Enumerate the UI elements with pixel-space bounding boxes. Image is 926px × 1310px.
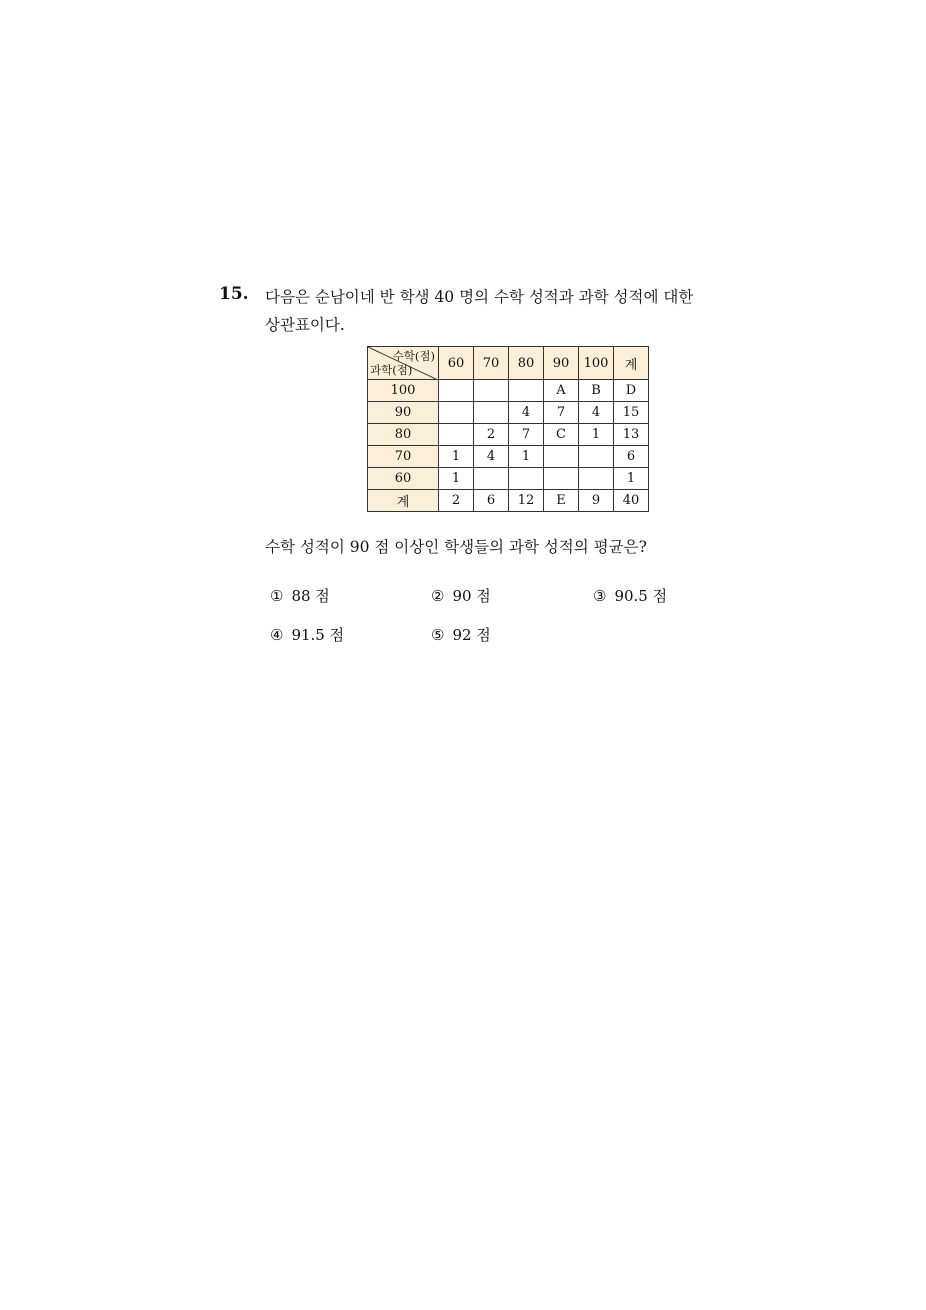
row-header: 80 <box>368 424 439 446</box>
table-cell <box>439 424 474 446</box>
corner-cell <box>368 347 439 380</box>
question-line-2: 상관표이다. <box>265 316 345 334</box>
table-cell <box>474 468 509 490</box>
table-row <box>368 446 649 468</box>
choice-4[interactable] <box>270 624 344 645</box>
choice-marker: ③ <box>593 587 607 605</box>
table-cell <box>544 446 579 468</box>
table-cell: 12 <box>509 490 544 512</box>
question-line-1: 다음은 순남이네 반 학생 40 명의 수학 성적과 과학 성적에 대한 <box>265 288 694 306</box>
table-row <box>368 402 649 424</box>
table-cell: D <box>614 380 649 402</box>
table-cell: 2 <box>439 490 474 512</box>
table-cell: 40 <box>614 490 649 512</box>
table-cell: A <box>544 380 579 402</box>
choice-text: 92 점 <box>452 626 491 644</box>
table-cell <box>474 380 509 402</box>
table-cell: 1 <box>579 424 614 446</box>
table-cell: 4 <box>474 446 509 468</box>
table-cell <box>544 468 579 490</box>
choice-1[interactable] <box>270 585 330 606</box>
row-header: 70 <box>368 446 439 468</box>
table-cell: B <box>579 380 614 402</box>
choice-3[interactable] <box>593 585 667 606</box>
column-header: 90 <box>544 347 579 380</box>
question-text <box>265 283 705 339</box>
table-cell <box>579 446 614 468</box>
table-cell: 1 <box>439 446 474 468</box>
table-cell: 6 <box>474 490 509 512</box>
table-cell: E <box>544 490 579 512</box>
table-cell <box>509 468 544 490</box>
choice-marker: ⑤ <box>431 626 445 644</box>
table-cell <box>439 402 474 424</box>
table-row <box>368 424 649 446</box>
choice-marker: ② <box>431 587 445 605</box>
row-header: 90 <box>368 402 439 424</box>
row-header: 계 <box>368 490 439 512</box>
choice-text: 90.5 점 <box>614 587 668 605</box>
table-cell: 1 <box>509 446 544 468</box>
table-cell <box>579 468 614 490</box>
question-number: 15. <box>219 284 249 304</box>
row-header: 100 <box>368 380 439 402</box>
table-cell: 13 <box>614 424 649 446</box>
table-cell: 4 <box>509 402 544 424</box>
table-cell <box>439 380 474 402</box>
choice-marker: ① <box>270 587 284 605</box>
column-header: 계 <box>614 347 649 380</box>
table-cell <box>474 402 509 424</box>
table-cell: 2 <box>474 424 509 446</box>
table-cell: 4 <box>579 402 614 424</box>
choice-2[interactable] <box>431 585 491 606</box>
table-total-row <box>368 490 649 512</box>
choice-text: 91.5 점 <box>291 626 345 644</box>
choice-text: 88 점 <box>291 587 330 605</box>
table-cell: 7 <box>544 402 579 424</box>
table-cell: 15 <box>614 402 649 424</box>
table-cell: 6 <box>614 446 649 468</box>
choice-text: 90 점 <box>452 587 491 605</box>
table-cell: C <box>544 424 579 446</box>
table-cell: 1 <box>439 468 474 490</box>
table-row <box>368 380 649 402</box>
table-cell: 1 <box>614 468 649 490</box>
table-cell: 7 <box>509 424 544 446</box>
choice-marker: ④ <box>270 626 284 644</box>
column-header: 80 <box>509 347 544 380</box>
column-header: 100 <box>579 347 614 380</box>
row-header: 60 <box>368 468 439 490</box>
correlation-table <box>367 346 649 512</box>
table-header-row <box>368 347 649 380</box>
column-header: 70 <box>474 347 509 380</box>
table-cell: 9 <box>579 490 614 512</box>
choice-5[interactable] <box>431 624 491 645</box>
corner-science-label: 과학(점) <box>370 363 413 377</box>
question-prompt: 수학 성적이 90 점 이상인 학생들의 과학 성적의 평균은? <box>265 538 647 556</box>
column-header: 60 <box>439 347 474 380</box>
corner-math-label: 수학(점) <box>392 349 435 363</box>
table-cell <box>509 380 544 402</box>
table-row <box>368 468 649 490</box>
